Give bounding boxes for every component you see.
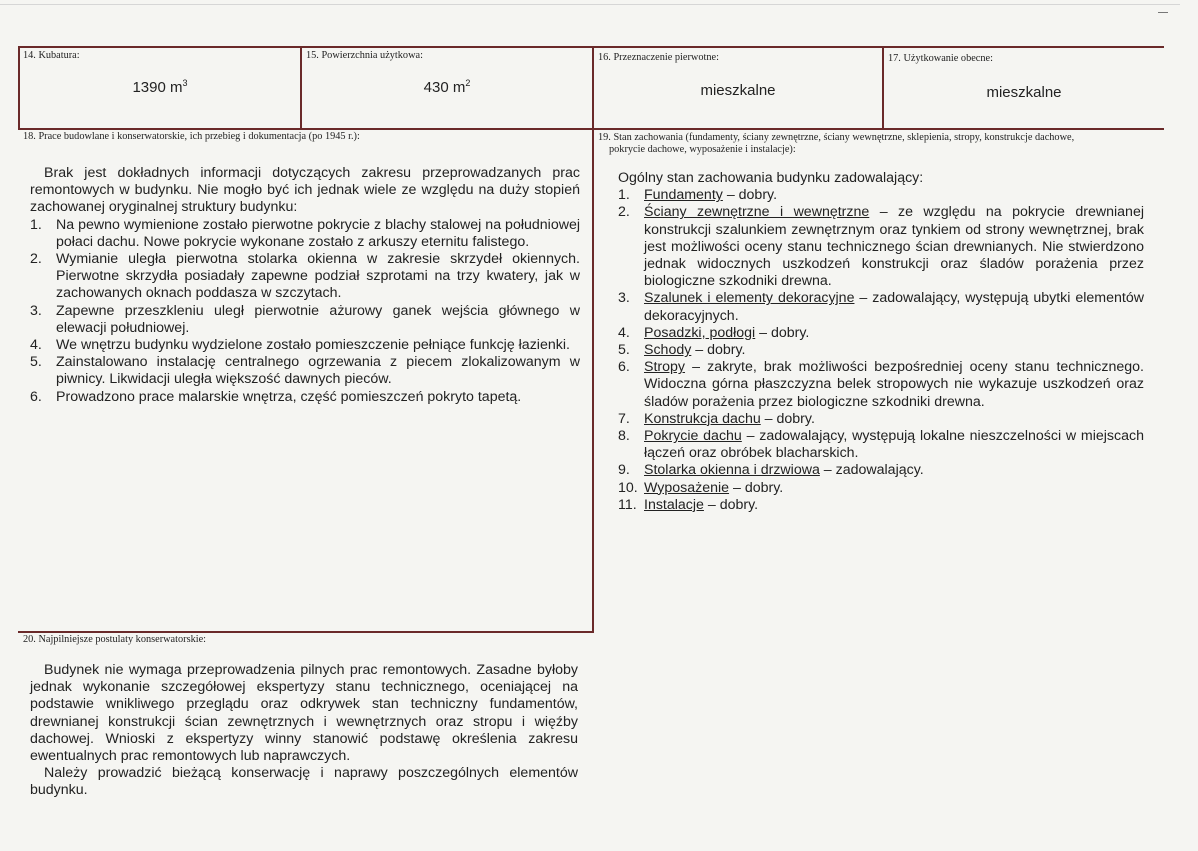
stan-item-term: Szalunek i elementy dekoracyjne [644, 290, 855, 307]
stan-list-item [618, 480, 1144, 497]
prace-list-item [30, 337, 580, 354]
postulaty-paragraph-2: Należy prowadzić bieżącą konserwację i naprawy poszczególnych elementów budynku. [30, 765, 578, 799]
stan-list-item [618, 325, 1144, 342]
stan-item-number: 11. [618, 496, 637, 513]
stan-item-text: – dobry. [703, 496, 759, 513]
stan-label-line1: 19. Stan zachowania (fundamenty, ściany zewnętrzne, ściany wewnętrzne, sklepienia, stropy, konstrukcje dachowe, [598, 132, 1075, 143]
stan-list-item [618, 497, 1144, 514]
uzytkowanie-label: 17. Użytkowanie obecne: [888, 53, 993, 64]
prace-intro: Brak jest dokładnych informacji dotyczących zakresu przeprowadzanych prac remontowych w budynku. Nie mogło być ich jednak wiele ze względu na duży stopień zachowanej oryginalnej struktury budynku: [30, 165, 580, 216]
stan-list-item [618, 187, 1144, 204]
postulaty-section [30, 662, 578, 800]
stan-item-text: – zakryte, brak możliwości bezpośredniej oceny stanu technicznego. Widoczna górna płaszczyzna belek stropowych nie wykazuje uszkodzeń oraz śladów porażenia przez biologiczne szkodniki drewna. [644, 359, 1144, 410]
stan-item-text: – dobry. [755, 324, 810, 341]
stan-list-item [618, 462, 1144, 479]
prace-item-number: 1. [30, 216, 42, 233]
przeznaczenie-value: mieszkalne [700, 82, 776, 99]
kubatura-value: 1390 $m^3$ [132, 78, 188, 96]
prace-section [30, 165, 580, 406]
stan-item-number: 8. [618, 428, 630, 445]
stan-item-term: Schody [644, 342, 692, 359]
stan-list-item [618, 290, 1144, 324]
kubatura-label: 14. Kubatura: [23, 50, 80, 61]
stan-item-term: Wyposażenie [644, 479, 730, 496]
prace-item-number: 3. [30, 302, 42, 319]
stan-item-term: Posadzki, podłogi [644, 324, 756, 341]
stan-item-term: Fundamenty [644, 187, 723, 204]
stan-item-text: – dobry. [722, 187, 778, 204]
rule-top [18, 46, 1164, 48]
przeznaczenie-label: 16. Przeznaczenie pierwotne: [598, 52, 719, 63]
stan-list [618, 187, 1144, 514]
stan-item-number: 7. [618, 410, 630, 427]
rule-center [592, 46, 594, 632]
stan-item-text: – dobry. [760, 410, 815, 427]
rule-row1-bottom [18, 128, 1164, 130]
stan-item-number: 10. [618, 479, 638, 496]
prace-list-item [30, 354, 580, 388]
stan-list-item [618, 342, 1144, 359]
stan-label-line2: pokrycie dachowe, wyposażenie i instalacje): [609, 144, 796, 155]
postulaty-paragraph-1: Budynek nie wymaga przeprowadzenia pilnych prac remontowych. Zasadne byłoby jednak wykonanie szczegółowej ekspertyzy stanu technicznego, oceniającej na podstawie wnikliwego przeglądu oraz odkrywek stan techniczny fundamentów, drewnianej konstrukcji ścian zewnętrznych i wewnętrznych oraz stropu i więźby dachowej. Wnioski z ekspertyzy winny stanowić podstawę określenia zakresu ewentualnych prac remontowych lub naprawczych. [30, 662, 578, 765]
stan-list-item [618, 359, 1144, 411]
stan-list-item [618, 204, 1144, 290]
prace-item-text: Na pewno wymienione zostało pierwotne pokrycie z blachy stalowej na południowej połaci dachu. Nowe pokrycie wykonane zostało z arkuszy eternitu falistego. [56, 216, 580, 250]
prace-item-text: Wymianie uległa pierwotna stolarka okienna w zakresie skrzydeł okiennych. Pierwotne skrzydła posiadały zapewne podział szprotami na trzy kwatery, jak w zachowanych oknach poddasza w szczytach. [56, 251, 580, 302]
powierzchnia-value: 430 $m^2$ [423, 78, 471, 96]
scan-edge-line [0, 4, 1180, 5]
stan-intro: Ogólny stan zachowania budynku zadowalający: [618, 170, 924, 186]
stan-item-number: 4. [618, 324, 630, 341]
powierzchnia-label: 15. Powierzchnia użytkowa: [306, 50, 423, 61]
stan-item-term: Stropy [644, 359, 686, 376]
scan-mark [1158, 12, 1168, 13]
prace-item-text: Prowadzono prace malarskie wnętrza, część pomieszczeń pokryto tapetą. [56, 388, 522, 405]
stan-item-text: – ze względu na pokrycie drewnianej konstrukcji szalunkiem zewnętrznym oraz tynkiem od strony wewnętrznej, brak jest możliwości oceny stanu technicznego ścian drewnianych. Nie stwierdzono jednak widocznych uszkodzeń konstrukcji oraz śladów porażenia przez biologiczne szkodniki drewna. [644, 204, 1144, 290]
stan-item-number: 2. [618, 204, 630, 221]
stan-item-term: Stolarka okienna i drzwiowa [644, 462, 820, 479]
stan-item-number: 6. [618, 359, 630, 376]
stan-item-term: Ściany zewnętrzne i wewnętrzne [644, 204, 870, 221]
prace-list [30, 217, 580, 406]
stan-item-text: – zadowalający. [819, 462, 924, 479]
prace-item-number: 5. [30, 354, 42, 371]
prace-list-item [30, 217, 580, 251]
stan-item-term: Pokrycie dachu [644, 428, 742, 445]
stan-item-number: 1. [618, 187, 630, 204]
stan-item-term: Instalacje [644, 496, 704, 513]
stan-list-item [618, 411, 1144, 428]
stan-item-number: 5. [618, 342, 630, 359]
stan-item-text: – zadowalający, występują lokalne nieszczelności w miejscach łączeń oraz obróbek blacharskich. [644, 428, 1144, 462]
stan-item-number: 3. [618, 290, 630, 307]
prace-item-number: 6. [30, 388, 42, 405]
rule-section20-top [18, 631, 594, 633]
postulaty-label: 20. Najpilniejsze postulaty konserwatorskie: [23, 634, 207, 645]
prace-item-text: We wnętrzu budynku wydzielone zostało pomieszczenie pełniące funkcję łazienki. [56, 337, 570, 354]
stan-list-item [618, 428, 1144, 462]
uzytkowanie-value: mieszkalne [986, 84, 1062, 101]
prace-list-item [30, 251, 580, 303]
prace-list-item [30, 303, 580, 337]
prace-label: 18. Prace budowlane i konserwatorskie, ich przebieg i dokumentacja (po 1945 r.): [23, 131, 360, 142]
stan-item-text: – dobry. [691, 342, 746, 359]
prace-item-number: 4. [30, 337, 42, 354]
prace-item-number: 2. [30, 251, 42, 268]
prace-list-item [30, 389, 580, 406]
prace-item-text: Zainstalowano instalację centralnego ogrzewania z piecem zlokalizowanym w piwnicy. Likwidacji uległa większość dawnych pieców. [56, 354, 580, 388]
stan-item-text: – dobry. [729, 479, 784, 496]
prace-item-text: Zapewne przeszkleniu uległ pierwotnie ażurowy ganek wejścia głównego w elewacji południowej. [56, 302, 580, 336]
stan-item-number: 9. [618, 462, 630, 479]
stan-section [618, 170, 1144, 514]
stan-item-text: – zadowalający, występują ubytki elementów dekoracyjnych. [644, 290, 1144, 324]
stan-item-term: Konstrukcja dachu [644, 410, 761, 427]
